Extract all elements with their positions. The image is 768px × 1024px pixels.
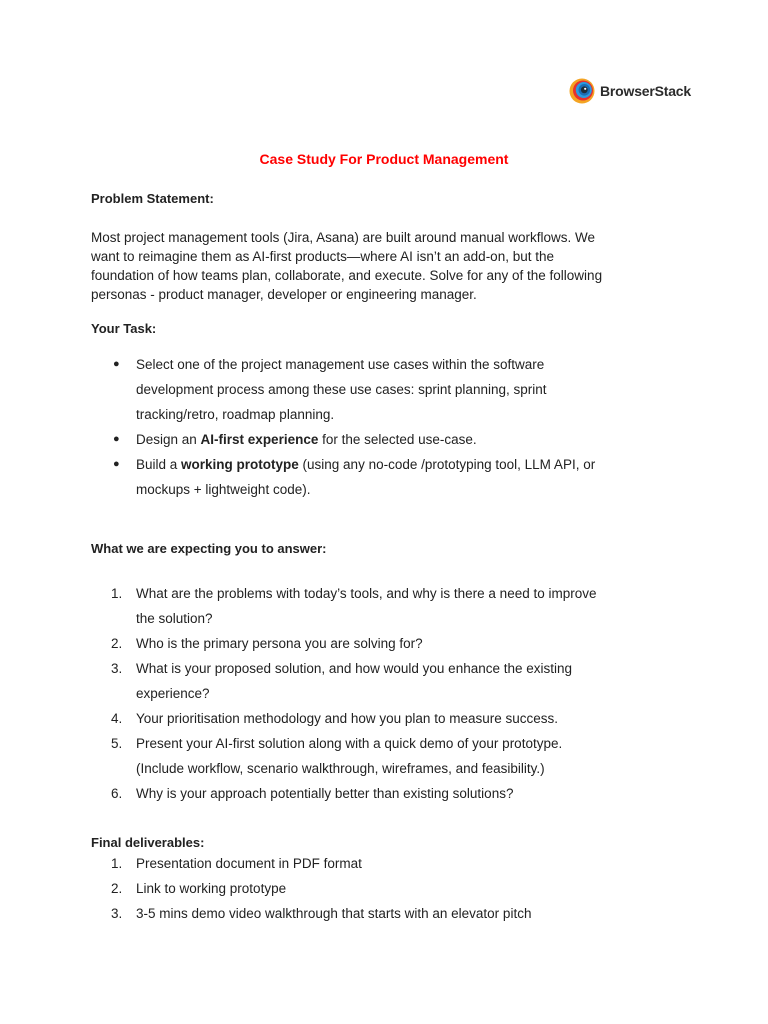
list-item: 5. Present your AI-first solution along with a quick demo of your prototype. (Include workflow, scenario walkthrough, wireframes, and feasibility.) — [111, 736, 563, 776]
list-item: 4. Your prioritisation methodology and how you plan to measure success. — [111, 711, 558, 726]
list-item: 2. Link to working prototype — [111, 881, 287, 896]
problem-line: foundation of how teams plan, collaborate, and execute. Solve for any of the following — [91, 268, 603, 283]
expectations-heading: What we are expecting you to answer: — [91, 541, 327, 556]
bullet-icon: ● — [113, 458, 120, 470]
problem-line: personas - product manager, developer or engineering manager. — [91, 287, 477, 302]
list-item: 3. What is your proposed solution, and how would you enhance the existing experience? — [111, 661, 573, 701]
list-item: ● Build a working prototype (using any no-code /prototyping tool, LLM API, or mockups + lightweight code). — [91, 452, 691, 502]
list-item: 6. Why is your approach potentially better than existing solutions? — [111, 786, 514, 801]
list-item: 3. 3-5 mins demo video walkthrough that starts with an elevator pitch — [111, 906, 532, 921]
document-title: Case Study For Product Management — [259, 151, 509, 167]
problem-line: want to reimagine them as AI-first products—where AI isn’t an add-on, but the — [91, 249, 554, 264]
problem-line: Most project management tools (Jira, Asana) are built around manual workflows. We — [91, 230, 595, 245]
deliverables-heading: Final deliverables: — [91, 835, 205, 850]
deliverables-list — [91, 851, 691, 926]
bullet-icon: ● — [113, 358, 120, 370]
emphasis-text: working prototype — [181, 457, 299, 472]
brand-name: BrowserStack — [600, 83, 691, 99]
emphasis-text: AI-first experience — [200, 432, 319, 447]
task-bullet-list — [91, 352, 691, 502]
list-item: 2. Who is the primary persona you are solving for? — [111, 636, 423, 651]
list-item: 1. Presentation document in PDF format — [111, 856, 362, 871]
browserstack-logo-icon — [569, 78, 595, 104]
list-item: ● Select one of the project management use cases within the software development process among these use cases: sprint planning, sprint tracking/retro, roadmap planning. — [91, 352, 691, 427]
list-item: 1. What are the problems with today’s tools, and why is there a need to improve the solution? — [111, 586, 597, 626]
problem-statement-heading: Problem Statement: — [91, 191, 214, 206]
expectations-list — [91, 581, 691, 806]
problem-statement-text — [91, 228, 691, 304]
list-item: ● Design an AI-first experience for the selected use-case. — [91, 427, 691, 452]
your-task-heading: Your Task: — [91, 321, 157, 336]
bullet-icon: ● — [113, 433, 120, 445]
brand-logo — [569, 76, 691, 106]
